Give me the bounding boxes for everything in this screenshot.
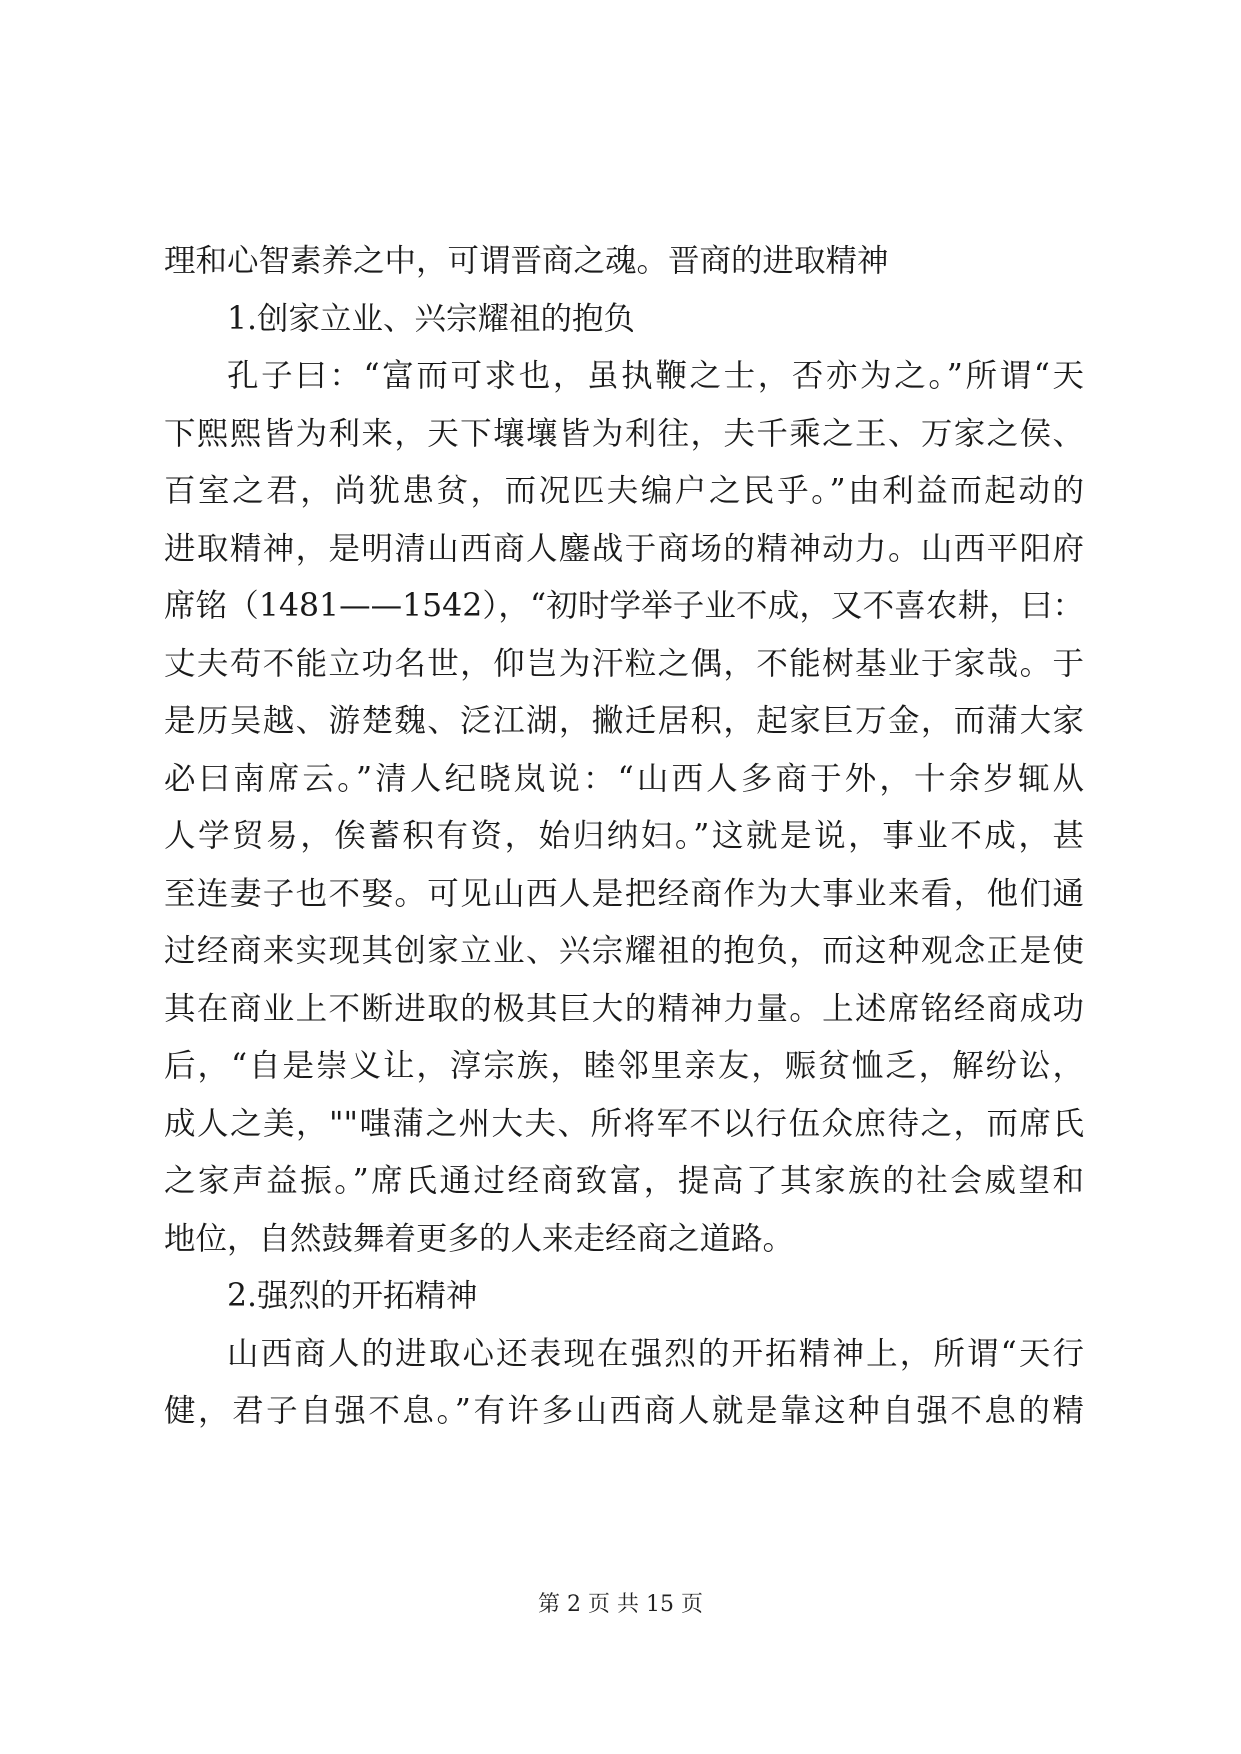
text-line: 丈夫苟不能立功名世，仰岂为汗粒之偶，不能树基业于家哉。于 <box>164 645 1084 682</box>
text-line: 过经商来实现其创家立业、兴宗耀祖的抱负，而这种观念正是使 <box>164 933 1084 969</box>
text-line: 成人之美，""嗤蒲之州大夫、所将军不以行伍众庶待之，而席氏 <box>164 1105 1084 1142</box>
text-line: 其在商业上不断进取的极其巨大的精神力量。上述席铭经商成功 <box>164 990 1084 1027</box>
text-line: 山西商人的进取心还表现在强烈的开拓精神上，所谓“天行 <box>227 1335 1084 1372</box>
text-line: 2.强烈的开拓精神 <box>227 1278 478 1314</box>
text-line: 下熙熙皆为利来，天下壤壤皆为利往，夫千乘之王、万家之侯、 <box>164 415 1084 452</box>
text-line: 席铭（1481——1542），“初时学举子业不成，又不喜农耕，曰： <box>164 588 1084 624</box>
text-line: 孔子曰：“富而可求也，虽执鞭之士，否亦为之。”所谓“天 <box>227 358 1084 394</box>
text-line: 健，君子自强不息。”有许多山西商人就是靠这种自强不息的精 <box>164 1393 1084 1429</box>
text-line: 1.创家立业、兴宗耀祖的抱负 <box>227 300 636 337</box>
text-line: 进取精神，是明清山西商人鏖战于商场的精神动力。山西平阳府 <box>164 530 1084 567</box>
text-line: 人学贸易，俟蓄积有资，始归纳妇。”这就是说，事业不成，甚 <box>164 818 1084 854</box>
text-line: 理和心智素养之中，可谓晋商之魂。晋商的进取精神 <box>164 243 889 279</box>
text-line: 至连妻子也不娶。可见山西人是把经商作为大事业来看，他们通 <box>164 875 1084 912</box>
document-body <box>164 233 1084 1441</box>
text-line: 是历吴越、游楚魏、泛江湖，撇迁居积，起家巨万金，而蒲大家 <box>164 703 1084 739</box>
text-line: 后，“自是崇义让，淳宗族，睦邻里亲友，赈贫恤乏，解纷讼， <box>164 1048 1084 1084</box>
text-line: 必曰南席云。”清人纪晓岚说：“山西人多商于外，十余岁辄从 <box>164 760 1084 797</box>
text-line: 地位，自然鼓舞着更多的人来走经商之道路。 <box>164 1220 795 1257</box>
page-footer: 第 2 页 共 15 页 <box>538 1592 703 1617</box>
text-line: 百室之君，尚犹患贫，而况匹夫编户之民乎。”由利益而起动的 <box>164 473 1084 509</box>
text-line: 之家声益振。”席氏通过经商致富，提高了其家族的社会威望和 <box>164 1163 1084 1199</box>
